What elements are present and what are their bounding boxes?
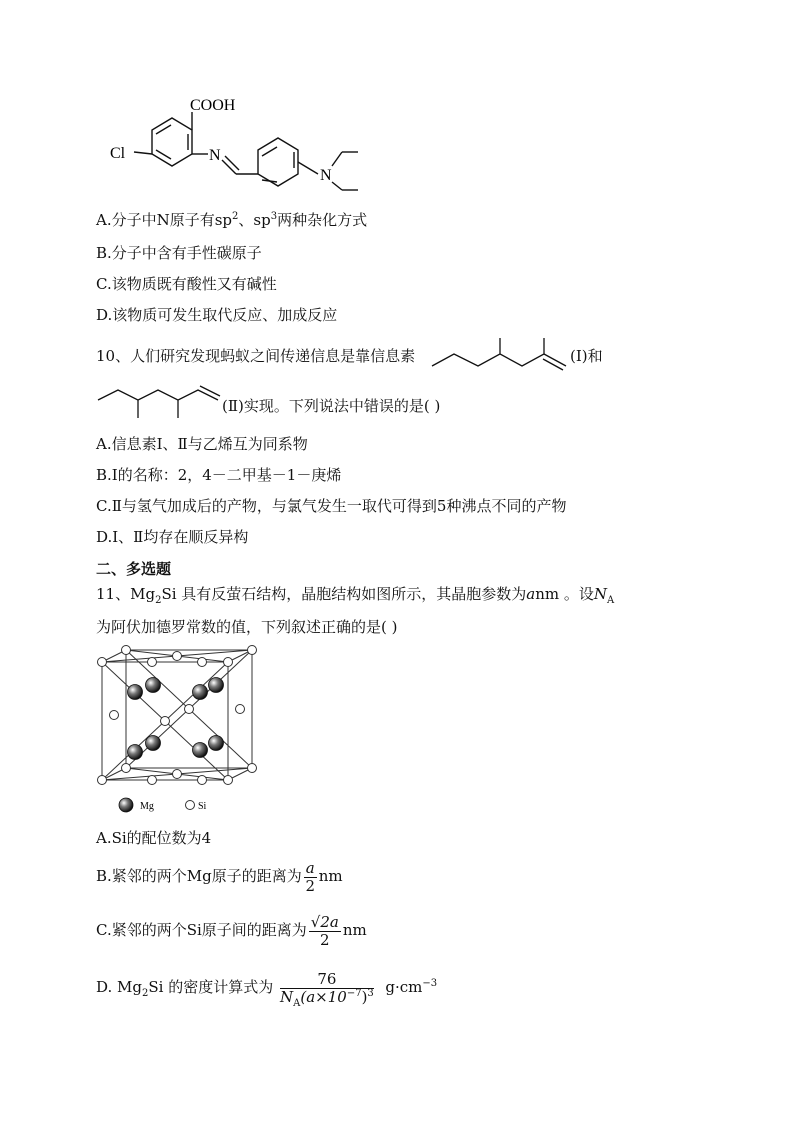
q9-option-d: D.该物质可发生取代反应、加成反应: [96, 306, 338, 324]
q11-stem-2: 为阿伏加德罗常数的值，下列叙述正确的是( ): [96, 618, 398, 636]
q11-option-b: B.紧邻的两个Mg原子的距离为 $\frac{a}{2}$ nm: [96, 858, 343, 895]
density-fraction: $\frac{76}{N_A(a\times 10^{-7})^3}$: [280, 969, 374, 1009]
cooh-label: COOH: [190, 97, 236, 114]
q10-option-c: C.Ⅱ与氢气加成后的产物，与氯气发生一取代可得到5种沸点不同的产物: [96, 497, 567, 515]
fraction-a-over-2: $\frac{a}{2}$: [305, 858, 316, 895]
q9-option-a: A.分子中N原子有$sp^2$、$sp^3$两种杂化方式: [96, 211, 368, 229]
crystal-cell-diagram: [90, 640, 280, 820]
q11-option-c: C.紧邻的两个Si原子间的距离为 $\frac{√2a}{2}$ nm: [96, 912, 367, 949]
q10-option-b: B.Ⅰ的名称：2，4－二甲基－1－庚烯: [96, 466, 342, 484]
q9-option-c: C.该物质既有酸性又有碱性: [96, 275, 277, 293]
mg-legend-icon: [119, 798, 133, 812]
pheromone-2-structure: [96, 380, 222, 424]
si-legend-icon: [186, 801, 195, 810]
q11-option-a: A.Si的配位数为4: [96, 829, 212, 847]
q10-stem-1: 10、人们研究发现蚂蚁之间传递信息是靠信息素: [96, 347, 416, 365]
pheromone-1-structure: [430, 332, 570, 382]
q11-option-d: D. $Mg_2Si$ 的密度计算式为 $\frac{76}{N_A(a\times 10^{-7})^3}$ $g\cdot cm^{-3}$: [96, 969, 438, 1009]
n-amine-label: N: [320, 167, 332, 184]
n-imine-label: N: [209, 147, 221, 164]
molecule-structure-q9: [100, 90, 370, 200]
si-legend-label: Si: [198, 801, 207, 812]
q10-stem-2: (Ⅱ)实现。下列说法中错误的是( ): [222, 397, 441, 415]
q10-label-1: (Ⅰ)和: [570, 347, 603, 365]
fraction-root2a-over-2: $\frac{√2a}{2}$: [310, 912, 339, 949]
q9-option-b: B.分子中含有手性碳原子: [96, 244, 262, 262]
cl-label: Cl: [110, 145, 126, 162]
section-heading: 二、多选题: [96, 560, 172, 578]
q10-option-a: A.信息素Ⅰ、Ⅱ与乙烯互为同系物: [96, 435, 308, 453]
q10-option-d: D.Ⅰ、Ⅱ均存在顺反异构: [96, 528, 249, 546]
mg-legend-label: Mg: [140, 801, 154, 812]
q11-stem-1: 11、$Mg_2Si$ 具有反萤石结构，晶胞结构如图所示，其晶胞参数为anm 。设$N_A$: [96, 585, 615, 606]
